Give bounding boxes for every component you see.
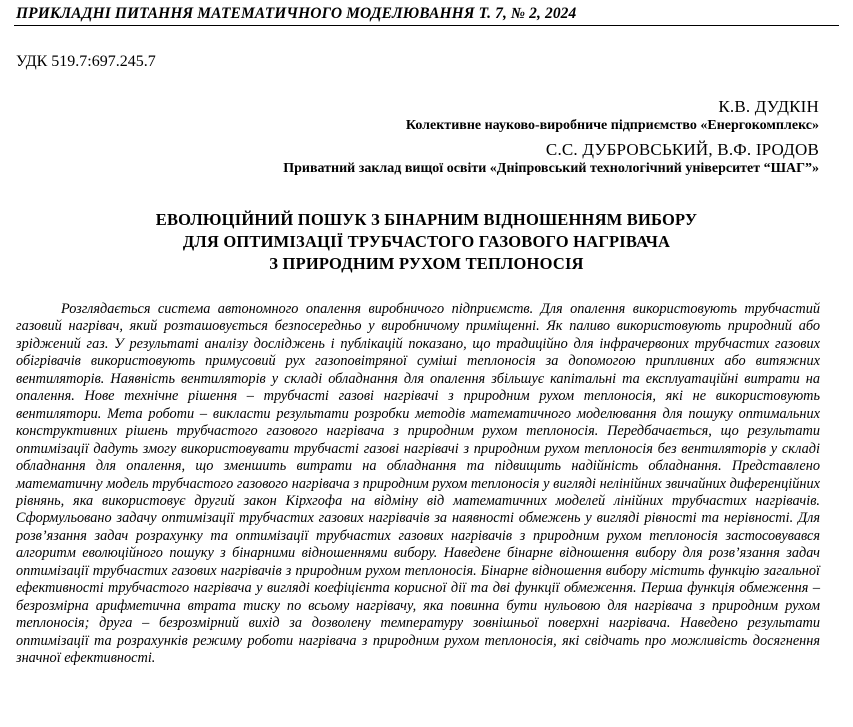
author-names-1: К.В. ДУДКІН [718, 97, 819, 116]
udc-code: УДК 519.7:697.245.7 [16, 53, 156, 70]
affiliation-1: Колективне науково-виробниче підприємство «Енергокомплекс» [405, 118, 819, 133]
author-names-2: С.С. ДУБРОВСЬКИЙ, В.Ф. ІРОДОВ [545, 140, 819, 159]
journal-header: ПРИКЛАДНІ ПИТАННЯ МАТЕМАТИЧНОГО МОДЕЛЮВАННЯ Т. 7, № 2, 2024 [16, 5, 577, 22]
title-line-3: З ПРИРОДНИМ РУХОМ ТЕПЛОНОСІЯ [269, 254, 584, 273]
authors-block [19, 97, 819, 183]
header-divider [14, 25, 839, 26]
paper-title [0, 209, 853, 275]
abstract-text: Розглядається система автономного опалення виробничого підприємств. Для опалення використовують трубчастий газовий нагрівач, який розташовується безпосередньо у виробничому приміщенні. Як паливо використовують природний або зріджений газ. У результаті аналізу досліджень і публікацій показано, що традиційно для інфрачервоних трубчастих газових обігрівачів використовують примусовий рух газоповітряної суміші теплоносія за допомогою припливних або витяжних вентиляторів. Наявність вентиляторів у складі обладнання для опалення збільшує капітальні та експлуатаційні витрати на опалення. Нове технічне рішення – трубчасті газові нагрівачі з природним рухом теплоносія, які не використовують вентилятори. Мета роботи – викласти результати розробки методів математичного моделювання для пошуку оптимальних конструктивних рішень трубчастого газового нагрівача з природним рухом теплоносія. Передбачається, що результати оптимізації дадуть змогу використовувати трубчасті газові нагрівачі з природним рухом теплоносія без вентиляторів у складі обладнання для опалення, що зменшить витрати на обладнання та підвищить надійність обладнання. Представлено математичну модель трубчастого газового нагрівача з природним рухом теплоносія у вигляді нелінійних звичайних диференційних рівнянь, яка використовує другий закон Кірхгофа на відміну від математичних моделей лінійних трубчастих нагрівачів. Сформульовано задачу оптимізації трубчастих газових нагрівачів за наявності обмежень у вигляді рівності та нерівності. Для розв’язання задач розрахунку та оптимізації трубчастих газових нагрівачів з природним рухом теплоносія застосовувався алгоритм еволюційного пошуку з бінарними відношеннями вибору. Наведене бінарне відношення вибору для розв’язання задач оптимізації трубчастих газових нагрівачів з природним рухом теплоносія. Бінарне відношення вибору містить функцію загальної ефективності трубчастого нагрівача у вигляді коефіцієнта корисної дії та дві функції обмеження. Перша функція обмеження – безрозмірна арифметична втрата тиску по всьому нагрівачу, яка повинна бути нульовою для нагрівача з природним рухом теплоносія; друга – безрозмірний вихід за дозволену температуру зовнішньої поверхні нагрівача. Наведено результати оптимізації та розрахунків режиму роботи нагрівача з природним рухом теплоносія, які свідчать про можливість досягнення значної ефективності. [16, 301, 820, 667]
title-line-2: ДЛЯ ОПТИМІЗАЦІЇ ТРУБЧАСТОГО ГАЗОВОГО НАГРІВАЧА [182, 232, 671, 251]
title-line-1: ЕВОЛЮЦІЙНИЙ ПОШУК З БІНАРНИМ ВІДНОШЕННЯМ ВИБОРУ [155, 210, 698, 229]
affiliation-2: Приватний заклад вищої освіти «Дніпровський технологічний університет “ШАГ”» [283, 161, 819, 176]
